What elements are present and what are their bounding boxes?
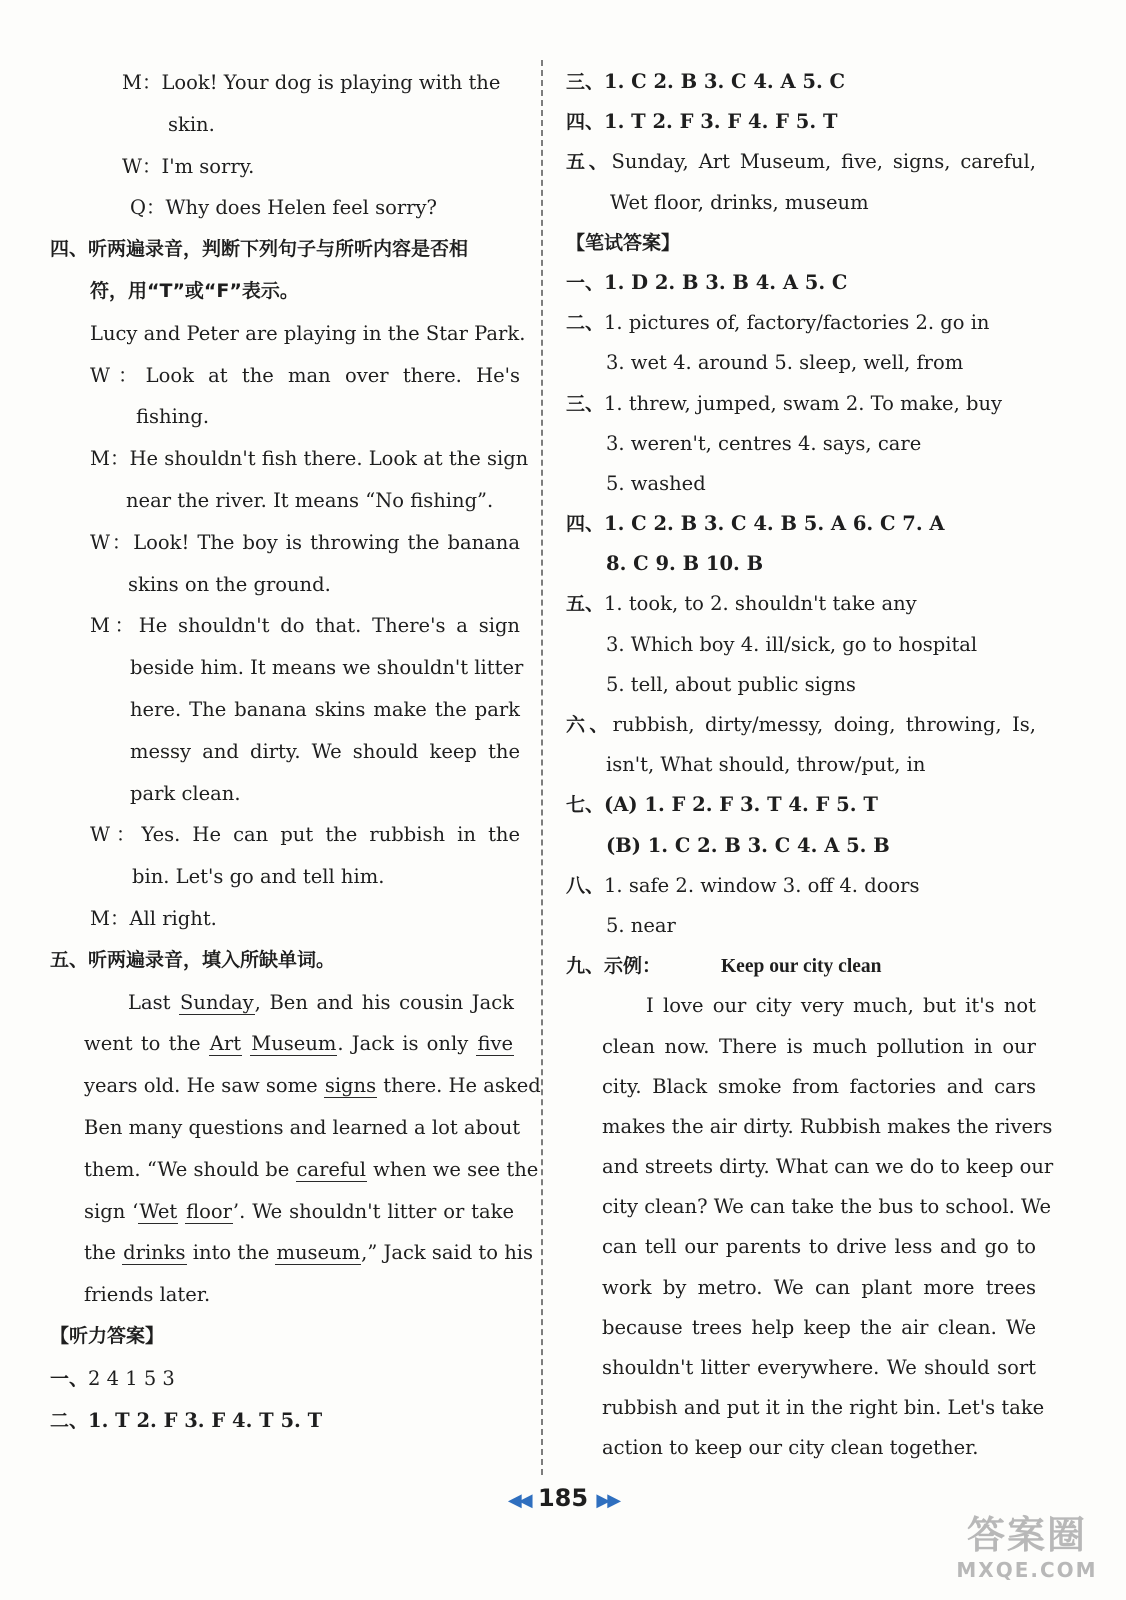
answer-row: 三、1. C 2. B 3. C 4. A 5. C — [566, 70, 846, 93]
watermark-logo: 答案圈 MXQE.COM — [956, 1513, 1098, 1582]
section-4-intro: Lucy and Peter are playing in the Star Park. — [90, 321, 526, 345]
page-number: 185 — [537, 1484, 589, 1512]
answer-row: 五、Sunday, Art Museum, five, signs, careful, — [566, 150, 1036, 174]
dialog-line: Q：Why does Helen feel sorry? — [130, 196, 437, 220]
next-page-icon[interactable]: ▶▶ — [596, 1490, 619, 1511]
answer-row: 七、(A) 1. F 2. F 3. T 4. F 5. T — [566, 793, 878, 817]
left-column — [50, 62, 541, 1441]
answer-row: 四、1. T 2. F 3. F 4. F 5. T — [566, 110, 838, 134]
answer-row: 八、1. safe 2. window 3. off 4. doors — [566, 873, 920, 897]
section-5-title: 五、听两遍录音，填入所缺单词。 — [50, 948, 336, 971]
answer-row: 五、1. took, to 2. shouldn't take any — [566, 592, 917, 616]
section-4-title: 四、听两遍录音，判断下列句子与所听内容是否相 — [50, 238, 469, 261]
written-answers-heading: 【笔试答案】 — [566, 231, 681, 254]
essay-heading-row: 九、示例： Keep our city clean — [566, 955, 882, 978]
page-footer — [0, 1484, 1126, 1512]
essay-body: I love our city very much, but it's not clean now. There is much pollution in our city. Black smoke from factories and cars makes the air dirty. Rubbish makes the rivers and streets dirty. What can we do to keep our city clean? We can take the bus to school. We can tell our parents to drive less and go to work by metro. We can plant more trees because trees help keep the air clean. We shouldn't litter everywhere. We should sort rubbish and put it in the right bin. Let's take action to keep our city clean together. — [602, 994, 1054, 1460]
answer-row: 三、1. threw, jumped, swam 2. To make, buy — [566, 391, 1003, 415]
answer-row: 六、rubbish, dirty/messy, doing, throwing, Is, — [566, 713, 1036, 736]
dialog-line: W：I'm sorry. — [122, 154, 255, 178]
answer-row: 二、1. pictures of, factory/factories 2. go in — [566, 311, 990, 335]
essay-title: Keep our city clean — [721, 956, 882, 978]
listening-answer-2: 二、1. T 2. F 3. F 4. T 5. T — [50, 1408, 323, 1432]
dialog-block: W：Look at the man over there. He's fishing. M：He shouldn't fish there. Look at the sign near the river. It means “No fishing”. W：Look! The boy is throwing the banana skins on the ground. M：He shouldn't do that. There's a sign beside him. It means we shouldn't litter here. The banana skins make the park messy and dirty. We should keep the park clean. W：Yes. He can put the rubbish in the bin. Let's go and tell him. M：All right. — [90, 363, 529, 930]
column-divider — [541, 60, 543, 1475]
dialog-line: M：Look! Your dog is playing with the — [122, 71, 501, 94]
listening-answers-heading: 【听力答案】 — [50, 1324, 165, 1347]
section-4-title-cont: 符，用“T”或“F”表示。 — [90, 279, 299, 302]
answer-row: 四、1. C 2. B 3. C 4. B 5. A 6. C 7. A — [566, 512, 945, 536]
answer-row: 一、1. D 2. B 3. B 4. A 5. C — [566, 270, 848, 294]
dialog-line: skin. — [168, 112, 215, 136]
listening-answer-1: 一、2 4 1 5 3 — [50, 1366, 175, 1390]
passage: Last Sunday, Ben and his cousin Jack went to the Art Museum. Jack is only five years old. He saw some signs there. He asked Ben many questions and learned a lot about them. “We should be careful when we see the sign ‘Wet floor’. We shouldn't litter or take the drinks into the museum,” Jack said to his friends later. — [84, 990, 541, 1307]
right-column: 三、1. C 2. B 3. C 4. A 5. C 四、1. T 2. F 3. F 4. F 5. T 五、Sunday, Art Museum, five, signs, careful, Wet floor, drinks, museum 【笔试答案】 一、1. D 2. B 3. B 4. A 5. C 二、1. pictures of, factory/factories 2. go in 3. wet 4. around 5. sleep, well, from 三、1. threw, jumped, swam 2. To make, buy 3. weren't, centres 4. says, care 5. washed 四、1. C 2. B 3. C 4. B 5. A 6. C 7. A 8. C 9. B 10. B 五、1. took, to 2. shouldn't take any 3. Which boy 4. ill/sick, go to hospital 5. tell, about public signs 六、rubbish, dirty/messy, doing, throwing, Is, isn't, What should, throw/put, in 七、(A) 1. F 2. F 3. T 4. F 5. T (B) 1. C 2. B 3. C 4. A 5. B 八、1. safe 2. window 3. off 4. doors 5. near 九、示例： Keep our city clean I love our city very much, but it's not clean now. There is much pollution in our city. Black smoke from factories and cars makes the air dirty. Rubbish makes the rivers and streets dirty. What can we do to keep our city clean? We can take the bus to school. We can tell our parents to drive less and go to work by metro. We can plant more trees because trees help keep the air clean. We shouldn't litter everywhere. We should sort rubbish and put it in the right bin. Let's take action to keep our city clean together. — [566, 62, 1046, 1469]
previous-page-icon[interactable]: ◀◀ — [507, 1490, 530, 1511]
